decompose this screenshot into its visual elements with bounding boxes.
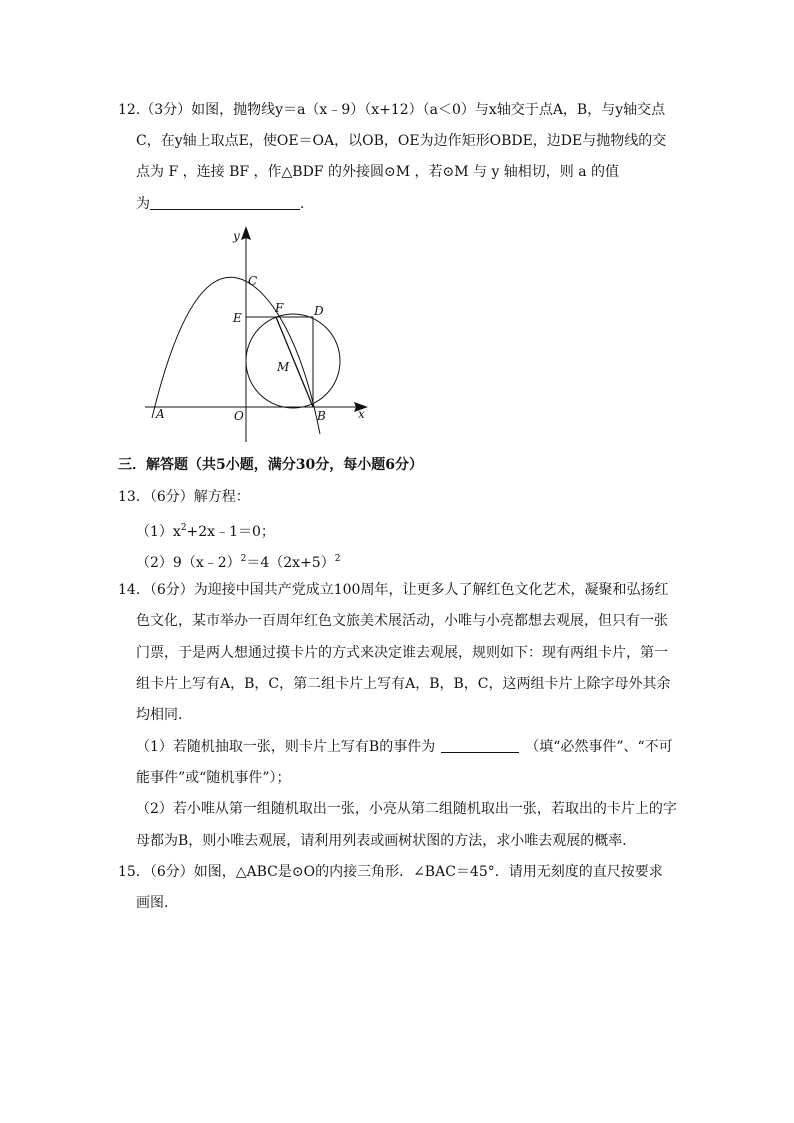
q14-part2-line1: （2）若小唯从第一组随机取出一张，小亮从第二组随机取出一张，若取出的卡片上的字: [136, 801, 677, 817]
q15-line1: 15．（6分）如图，△ABC是⊙O的内接三角形．∠BAC＝45°．请用无刻度的直尺按要求: [118, 864, 663, 880]
q14-line1: 14．（6分）为迎接中国共产党成立100周年，让更多人了解红色文化艺术，凝聚和弘扬红: [118, 582, 669, 598]
q14-line2: 色文化，某市举办一百周年红色文旅美术展活动，小唯与小亮都想去观展，但只有一张: [136, 613, 668, 629]
label-E: E: [233, 311, 242, 325]
q13-part1-b: +2x﹣1＝0；: [186, 524, 275, 540]
q14-line3: 门票，于是两人想通过摸卡片的方式来决定谁去观展，规则如下：现有两组卡片，第一: [136, 645, 668, 661]
q13-part1-a: （1）x: [136, 524, 181, 540]
y-axis-arrow: [241, 226, 251, 240]
q12-answer-suffix: ．: [300, 196, 314, 212]
label-D: D: [314, 304, 324, 318]
label-O: O: [234, 409, 244, 423]
q13-part2: [136, 549, 340, 573]
q13-part2-sup1: 2: [240, 554, 247, 564]
q13-part2-a: （2）9（x﹣2）: [136, 555, 241, 571]
q13-stem: 13．（6分）解方程：: [118, 489, 250, 505]
q13-part1-sup: 2: [180, 523, 187, 533]
circle-M: [246, 314, 340, 408]
q13-part2-b: ＝4（2x+5）: [246, 555, 335, 571]
q14-part1-suffix: （填“必然事件”、“不可: [525, 739, 673, 755]
q13-part1: [136, 518, 275, 542]
q12-line3: 点为 F ，连接 BF ，作△BDF 的外接圆⊙M ，若⊙M 与 y 轴相切，则 a 的值: [136, 164, 620, 180]
q15-line2: 画图．: [136, 895, 178, 911]
label-A: A: [156, 407, 165, 421]
q14-part1-line2: 能事件”或“随机事件”）；: [136, 770, 291, 786]
label-F: F: [275, 301, 284, 315]
q14-part1-prefix: （1）若随机抽取一张，则卡片上写有B的事件为: [136, 739, 436, 755]
label-M: M: [277, 360, 290, 374]
q12-line2: C，在y轴上取点E，使OE＝OA，以OB，OE为边作矩形OBDE，边DE与抛物线的交: [136, 133, 667, 149]
label-y: y: [233, 229, 240, 243]
q14-line5: 均相同．: [136, 707, 192, 723]
label-B: B: [317, 409, 326, 423]
label-x: x: [358, 407, 365, 421]
q14-part1-blank: [441, 738, 519, 753]
q12-line1: 12.（3分）如图，抛物线y＝a（x﹣9）（x+12）（a＜0）与x轴交于点A，B，与y轴交点: [118, 102, 666, 118]
q12-answer-blank: [150, 195, 300, 210]
q12-parabola-figure: [140, 222, 380, 442]
q12-answer-prefix: 为: [136, 196, 150, 212]
section3-heading: 三．解答题（共5小题，满分30分，每小题6分）: [118, 457, 423, 473]
q14-line4: 组卡片上写有A，B，C，第二组卡片上写有A，B，B，C，这两组卡片上除字母外其余: [136, 676, 671, 692]
q14-part1: [136, 737, 673, 757]
q12-line4: [136, 194, 314, 214]
q14-part2-line2: 母都为B，则小唯去观展，请利用列表或画树状图的方法，求小唯去观展的概率．: [136, 833, 637, 849]
label-C: C: [248, 274, 258, 288]
q13-part2-sup2: 2: [334, 554, 341, 564]
